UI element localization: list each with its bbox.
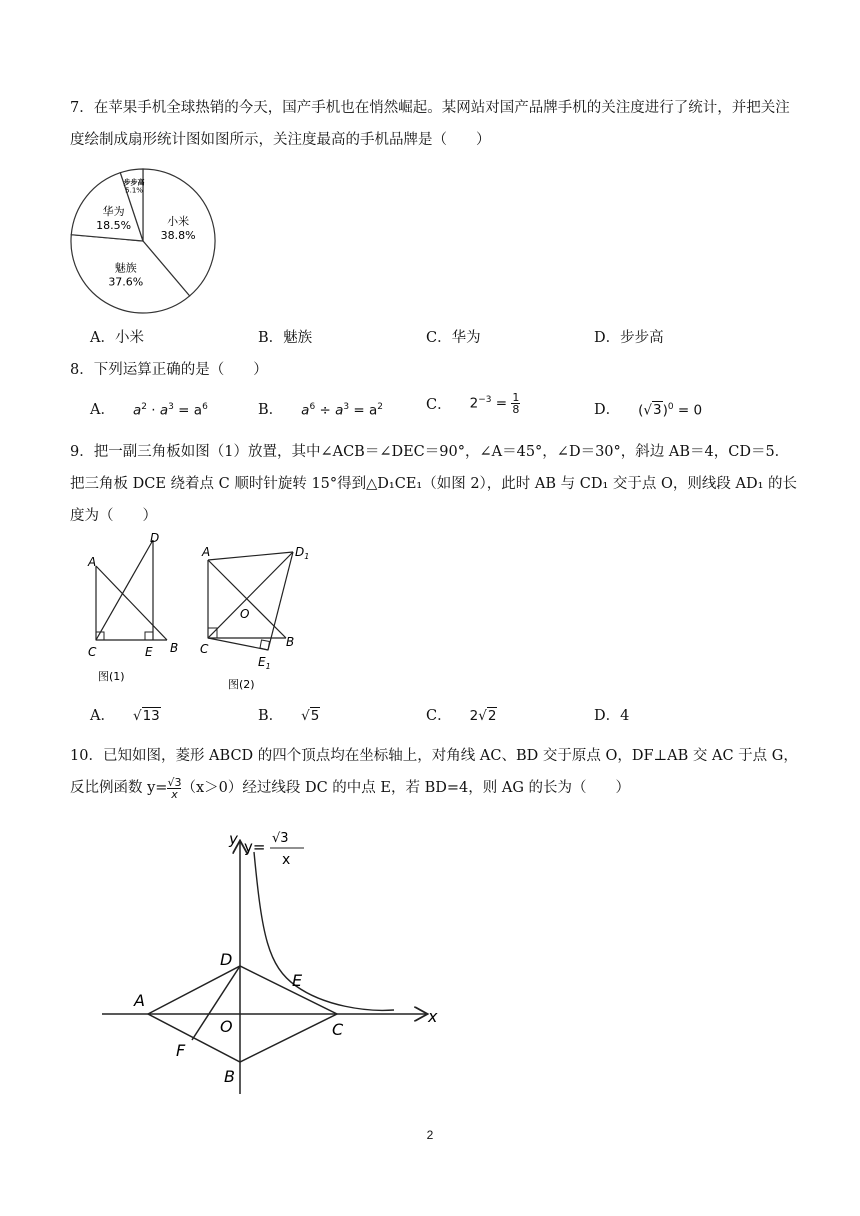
curve-equation [244, 838, 265, 856]
figure-2 [196, 540, 316, 694]
exponent: 2 [377, 401, 383, 412]
line-ad1 [208, 552, 293, 560]
label-d: D [220, 950, 233, 969]
option-b[interactable] [258, 398, 383, 419]
close-paren: ) [662, 402, 668, 418]
question-8-options [90, 391, 790, 426]
exponent: 3 [168, 401, 174, 412]
exponent: 6 [202, 401, 208, 412]
rhombus-figure [96, 826, 456, 1096]
label-e1 [258, 655, 271, 671]
coefficient: 2 [469, 708, 479, 724]
exponent: 6 [309, 401, 316, 412]
label-e: E [145, 645, 153, 659]
question-10-text-part1: 10．已知如图，菱形 ABCD 的四个顶点均在坐标轴上，对角线 AC、BD 交于原点 O，DF⊥AB 交 AC 于点 G，反比例函数 y= [70, 748, 798, 796]
exponent: 3 [343, 401, 350, 412]
figure-1 [80, 528, 190, 688]
question-9-options [90, 704, 790, 732]
base: a [132, 402, 142, 418]
exponent: −3 [478, 395, 492, 405]
result: = a [349, 402, 378, 418]
question-7-text: 7．在苹果手机全球热销的今天，国产手机也在悄然崛起。某网站对国产品牌手机的关注度进行了统计，并把关注度绘制成扇形统计图如图所示，关注度最高的手机品牌是（ ） [70, 100, 790, 148]
radicand: 5 [310, 708, 320, 724]
option-b-expression: √5 [301, 708, 320, 724]
option-c-label: C． [426, 708, 452, 724]
right-angle-e [145, 632, 153, 640]
label-a: A [134, 991, 145, 1010]
open-paren-root: (√ [638, 402, 653, 418]
option-a-label: A． [90, 708, 115, 724]
line-cd [96, 540, 153, 640]
option-a[interactable]: A．小米 [90, 330, 144, 346]
denominator: x [171, 788, 178, 801]
curve-equation-numerator: √3 [272, 831, 289, 846]
label-e1-sub: 1 [265, 662, 271, 671]
option-b-label: B． [258, 402, 284, 418]
exponent: 0 [667, 401, 674, 412]
question-7-options [90, 326, 790, 354]
option-c[interactable]: C．华为 [426, 330, 481, 346]
operator: ÷ [315, 402, 336, 418]
option-c[interactable] [426, 392, 520, 415]
option-d-label: D． [594, 402, 621, 418]
option-b-label: B． [258, 708, 284, 724]
slice-value-label: 18.5% [96, 218, 132, 232]
label-c: C [332, 1020, 344, 1039]
option-a[interactable] [90, 704, 161, 725]
numerator: 1 [512, 391, 520, 404]
slice-value-label: 37.6% [108, 275, 144, 289]
label-d1-main: D [295, 545, 305, 559]
option-c-expression: 2√2 [469, 708, 497, 724]
option-c-label: C． [426, 397, 452, 413]
x-axis-label: x [428, 1007, 438, 1026]
option-b-expression [301, 402, 383, 419]
result: = 0 [673, 402, 703, 418]
hyperbola-curve [254, 852, 394, 1010]
label-f: F [176, 1041, 186, 1060]
base: 2 [469, 395, 479, 412]
option-c-expression [470, 392, 521, 415]
label-e1-main: E [258, 655, 266, 669]
right-angle-e1 [260, 640, 270, 650]
label-d1-sub: 1 [304, 552, 310, 561]
question-9-text: 9．把一副三角板如图（1）放置，其中∠ACB＝∠DEC＝90°，∠A＝45°，∠D＝30°，斜边 AB＝4，CD＝5．把三角板 DCE 绕着点 C 顺时针旋转 15°得到△D₁CE₁（如图 2），此时 AB 与 CD₁ 交于点 O，则线段 AD₁ 的长度为（ ） [70, 444, 798, 524]
label-a: A [88, 555, 97, 569]
pie-chart [68, 166, 218, 316]
label-d: D [150, 531, 160, 545]
option-c[interactable] [426, 704, 497, 725]
option-b[interactable] [258, 704, 320, 725]
base: a [335, 402, 344, 418]
label-b: B [224, 1067, 235, 1086]
radicand: 2 [487, 708, 497, 724]
label-c: C [200, 642, 209, 656]
label-o: O [240, 607, 250, 621]
label-e: E [292, 971, 303, 990]
label-b: B [286, 635, 295, 649]
slice-value-label: 5.1% [125, 186, 143, 195]
radicand: 3 [653, 402, 662, 418]
option-a[interactable] [90, 398, 208, 419]
option-a-label: A． [90, 402, 115, 418]
y-axis-label: y [229, 830, 238, 848]
figure-2-caption: 图(2) [228, 678, 255, 691]
option-d[interactable]: D．4 [594, 708, 630, 724]
figure-1-caption: 图(1) [98, 670, 125, 683]
slice-name-label: 华为 [102, 204, 125, 218]
line-ce1 [208, 638, 268, 650]
option-d[interactable] [594, 398, 702, 419]
slice-value-label: 38.8% [160, 229, 196, 243]
base: a [159, 402, 169, 418]
radicand: 13 [142, 708, 160, 724]
label-o: O [220, 1017, 233, 1036]
curve-equation-y: y= [244, 838, 266, 856]
option-d-expression [638, 402, 702, 419]
option-a-expression [133, 402, 208, 419]
page-number: 2 [426, 1128, 434, 1142]
option-d[interactable]: D．步步高 [594, 330, 664, 346]
line-cd1 [208, 552, 293, 638]
denominator: 8 [512, 403, 520, 416]
question-8-text: 8．下列运算正确的是（ ） [70, 362, 268, 378]
base: a [301, 402, 310, 418]
label-b: B [170, 641, 179, 655]
slice-name-label: 魅族 [114, 261, 137, 275]
inline-fraction [167, 777, 181, 800]
equals: = [491, 395, 512, 412]
fraction [511, 392, 520, 415]
exponent: 2 [141, 401, 147, 412]
operator: · [147, 402, 160, 418]
label-c: C [88, 645, 97, 659]
curve-equation-denominator: x [282, 852, 291, 868]
slice-name-label: 步步高 [123, 178, 145, 187]
slice-name-label: 小米 [167, 215, 190, 229]
label-d1 [295, 545, 309, 561]
option-b[interactable]: B．魅族 [258, 330, 313, 346]
line-df [192, 966, 240, 1040]
label-a: A [202, 545, 211, 559]
numerator: √3 [167, 776, 182, 789]
question-10-text-part2: （x＞0）经过线段 DC 的中点 E，若 BD=4，则 AG 的长为（ ） [181, 780, 631, 796]
question-10-text [70, 740, 800, 804]
option-a-expression: √13 [132, 708, 160, 724]
result: = a [173, 402, 203, 418]
